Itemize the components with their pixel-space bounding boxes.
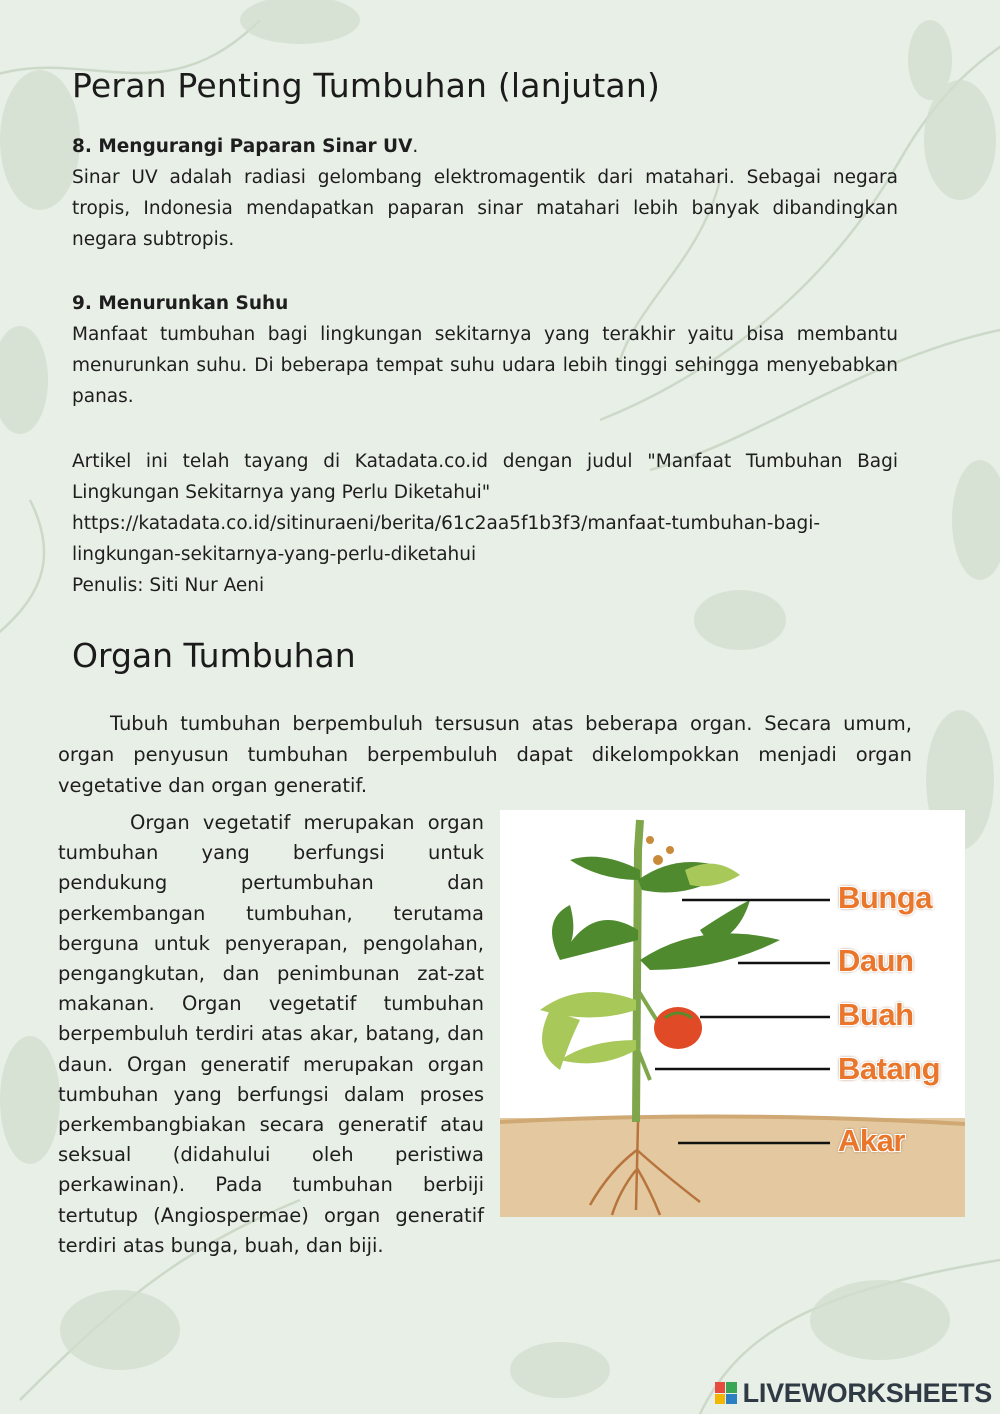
label-buah: Buah	[838, 997, 914, 1032]
liveworksheets-brand	[715, 1376, 992, 1410]
item-8-text: Sinar UV adalah radiasi gelombang elektromagentik dari matahari. Sebagai negara tropis, Indonesia mendapatkan paparan sinar matahari lebih banyak dibandingkan negara subtropis.	[72, 167, 898, 250]
plant-organ-diagram	[500, 810, 965, 1217]
label-daun: Daun	[838, 943, 914, 978]
item-8-block	[72, 131, 898, 255]
organ-vegetatif-paragraph: Organ vegetatif merupakan organ tumbuhan yang berfungsi untuk pendukung pertumbuhan dan perkembangan tumbuhan, terutama berguna untuk penyerapan, pengolahan, pengangkutan, dan penimbunan zat-zat makanan. Organ vegetatif tumbuhan berpembuluh terdiri atas akar, batang, dan daun. Organ generatif merupakan organ tumbuhan yang berfungsi dalam proses perkembangbiakan secara generatif atau seksual (didahului oleh peristiwa perkawinan). Pada tumbuhan berbiji tertutup (Angiospermae) organ generatif terdiri atas bunga, buah, dan biji.	[58, 811, 484, 1257]
flower-illustration	[646, 836, 674, 865]
item-9-heading: 9. Menurunkan Suhu	[72, 293, 289, 314]
liveworksheets-wordmark: LIVEWORKSHEETS	[742, 1377, 992, 1408]
stem-illustration	[636, 820, 640, 1122]
article-reference	[72, 446, 898, 601]
reference-url-line-1: https://katadata.co.id/sitinuraeni/berita/61c2aa5f1b3f3/manfaat-tumbuhan-bagi-	[72, 513, 821, 534]
reference-article-text: Artikel ini telah tayang di Katadata.co.id dengan judul "Manfaat Tumbuhan Bagi Lingkungan Sekitarnya yang Perlu Diketahui"	[72, 451, 898, 503]
reference-url-line-2: lingkungan-sekitarnya-yang-perlu-diketahui	[72, 544, 477, 565]
reference-author: Penulis: Siti Nur Aeni	[72, 575, 265, 596]
item-8-heading-line	[72, 131, 898, 162]
item-8-heading-suffix: .	[412, 136, 419, 157]
label-batang: Batang	[838, 1051, 941, 1086]
item-9-text: Manfaat tumbuhan bagi lingkungan sekitarnya yang terakhir yaitu bisa membantu menurunkan suhu. Di beberapa tempat suhu udara lebih tinggi sehingga menyebabkan panas.	[72, 324, 898, 407]
item-8-heading: 8. Mengurangi Paparan Sinar UV	[72, 136, 413, 157]
section-title-organ-tumbuhan: Organ Tumbuhan	[72, 636, 356, 675]
section-title-peran-penting: Peran Penting Tumbuhan (lanjutan)	[72, 66, 661, 105]
liveworksheets-logo-icon	[715, 1382, 737, 1404]
item-9-block	[72, 288, 898, 412]
leaf-illustrations	[552, 857, 780, 970]
label-akar: Akar	[838, 1123, 905, 1158]
label-bunga: Bunga	[838, 880, 932, 915]
organ-intro-paragraph: Tubuh tumbuhan berpembuluh tersusun atas beberapa organ. Secara umum, organ penyusun tumbuhan berpembuluh dapat dikelompokkan menjadi organ vegetative dan organ generatif.	[58, 712, 912, 797]
